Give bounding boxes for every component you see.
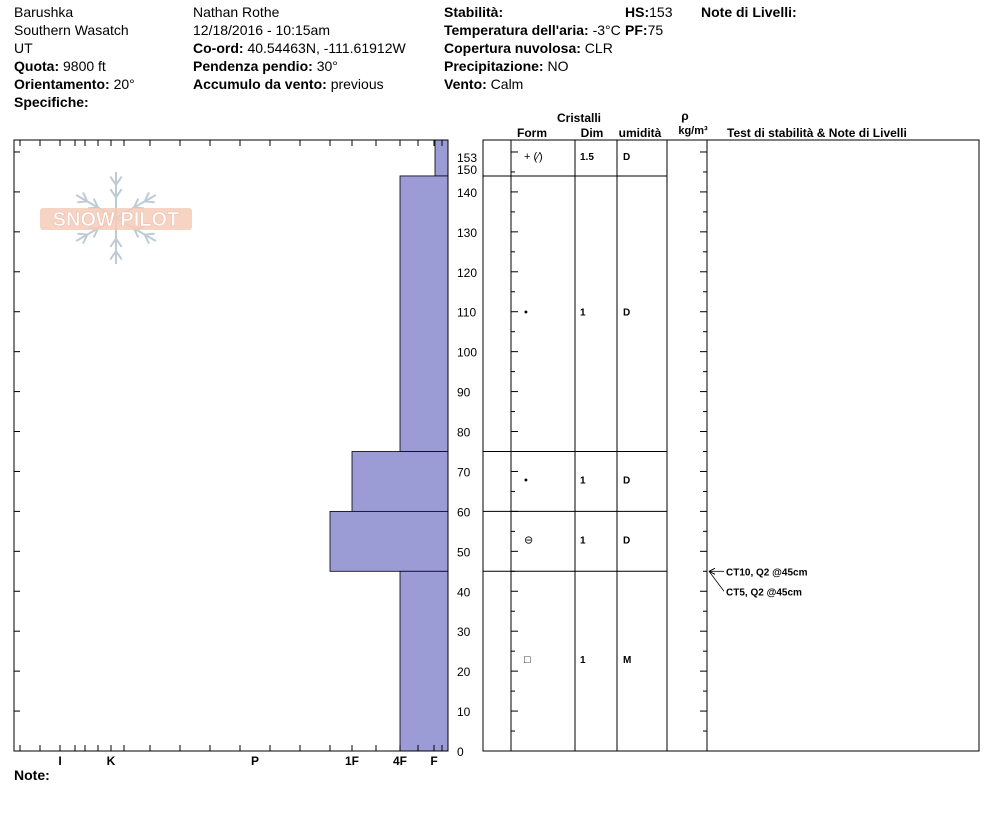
- layer-cells: [524, 151, 631, 666]
- aspect-label: Orientamento:: [14, 76, 110, 92]
- coordinates-label: Co-ord:: [193, 40, 244, 56]
- grain-size: 1: [580, 475, 586, 487]
- elevation-value: 9800 ft: [63, 58, 106, 74]
- sky-label: Copertura nuvolosa:: [444, 40, 581, 56]
- depth-tick-label: 100: [457, 345, 478, 360]
- wind-value: Calm: [490, 76, 524, 92]
- hs-label: HS:: [625, 4, 650, 20]
- layer-table: [483, 140, 979, 751]
- depth-tick-label: 80: [457, 425, 471, 440]
- depth-tick-label: 150: [457, 163, 478, 177]
- wind-loading-value: previous: [330, 76, 384, 92]
- hardness-axis: [58, 754, 437, 768]
- depth-tick-label: 153: [457, 151, 478, 165]
- stability-test-result: CT10, Q2 @45cm: [726, 567, 808, 579]
- precip-label: Precipitazione:: [444, 58, 544, 74]
- depth-tick-label: 50: [457, 545, 471, 560]
- observation-datetime: 12/18/2016 - 10:15am: [193, 22, 330, 38]
- size-header: Dim: [580, 126, 604, 140]
- hardness-bar: [400, 571, 448, 751]
- crystals-header: Cristalli: [556, 111, 602, 125]
- moisture: D: [623, 475, 631, 487]
- density-unit-header: kg/m³: [678, 125, 708, 137]
- logo-text: SNOW PILOT: [52, 209, 180, 231]
- depth-tick-label: 70: [457, 465, 471, 480]
- hs-value: 153: [649, 4, 673, 20]
- tests-header: Test di stabilità & Note di Livelli: [727, 126, 907, 140]
- snow-pilot-logo: [40, 172, 192, 264]
- hardness-bar: [400, 176, 448, 452]
- stability-test-result: CT5, Q2 @45cm: [726, 587, 802, 599]
- hardness-tick-label: F: [430, 754, 438, 768]
- air-temp-value: -3°C: [592, 22, 621, 38]
- moisture-header: umidità: [618, 126, 662, 140]
- hardness-bar: [352, 451, 448, 511]
- wind-label: Vento:: [444, 76, 487, 92]
- hardness-tick-label: K: [106, 754, 116, 768]
- grain-size: 1.5: [580, 151, 594, 163]
- wind-loading-label: Accumulo da vento:: [193, 76, 327, 92]
- specifics-label: Specifiche:: [14, 94, 89, 110]
- pf-value: 75: [647, 22, 664, 38]
- form-header: Form: [517, 126, 547, 140]
- hardness-ticks: [20, 140, 442, 751]
- slope-value: 30°: [316, 58, 338, 74]
- pf-label: PF:: [625, 22, 648, 38]
- stability-label: Stabilità:: [444, 4, 504, 20]
- depth-tick-label: 10: [457, 705, 471, 720]
- depth-tick-label: 30: [457, 625, 471, 640]
- hardness-tick-label: I: [58, 754, 62, 768]
- sky-value: CLR: [584, 40, 613, 56]
- depth-tick-label: 40: [457, 585, 471, 600]
- depth-tick-label: 120: [457, 265, 478, 280]
- mountain-range: Southern Wasatch: [14, 22, 129, 38]
- layer-table-frame: [483, 140, 979, 751]
- grain-form: •: [524, 306, 528, 319]
- layer-notes-label: Note di Livelli:: [701, 4, 797, 20]
- grain-size: 1: [580, 655, 586, 667]
- state: UT: [14, 40, 33, 56]
- moisture: D: [623, 307, 631, 319]
- flake-branch: [145, 201, 155, 202]
- moisture: M: [623, 655, 632, 667]
- grain-size: 1: [580, 307, 586, 319]
- flake-branch: [145, 234, 155, 235]
- depth-tick-label: 60: [457, 505, 471, 520]
- grain-form: + (⁄): [524, 150, 543, 163]
- hardness-bar: [330, 511, 448, 571]
- test-pointer: [709, 571, 724, 591]
- observer-name: Nathan Rothe: [193, 4, 280, 20]
- elevation-label: Quota:: [14, 58, 60, 74]
- moisture: D: [623, 535, 631, 547]
- stability-tests: [709, 567, 808, 598]
- hardness-tick-label: 1F: [344, 754, 360, 768]
- air-temp-label: Temperatura dell'aria:: [444, 22, 589, 38]
- flake-branch: [77, 234, 87, 235]
- slope-label: Pendenza pendio:: [193, 58, 313, 74]
- moisture: D: [623, 151, 631, 163]
- depth-tick-label: 130: [457, 225, 478, 240]
- grain-size: 1: [580, 535, 586, 547]
- aspect-value: 20°: [113, 76, 135, 92]
- depth-tick-label: 0: [457, 745, 464, 759]
- hardness-plot-frame: [14, 140, 448, 751]
- hardness-profile: [330, 140, 448, 751]
- hardness-tick-label: 4F: [392, 754, 408, 768]
- depth-tick-label: 110: [457, 305, 477, 320]
- rho-header: ρ: [681, 109, 689, 123]
- depth-tick-label: 90: [457, 385, 471, 400]
- precip-value: NO: [547, 58, 569, 74]
- hardness-tick-label: P: [250, 754, 260, 768]
- location-name: Barushka: [14, 4, 74, 20]
- grain-form: ⊖: [524, 534, 534, 547]
- grain-form: •: [524, 474, 528, 487]
- grain-form: □: [524, 654, 531, 667]
- flake-branch: [77, 201, 87, 202]
- depth-tick-label: 140: [457, 185, 478, 200]
- notes-label: Note:: [14, 767, 50, 783]
- coordinates-value: 40.54463N, -111.61912W: [247, 40, 406, 56]
- depth-tick-label: 20: [457, 665, 471, 680]
